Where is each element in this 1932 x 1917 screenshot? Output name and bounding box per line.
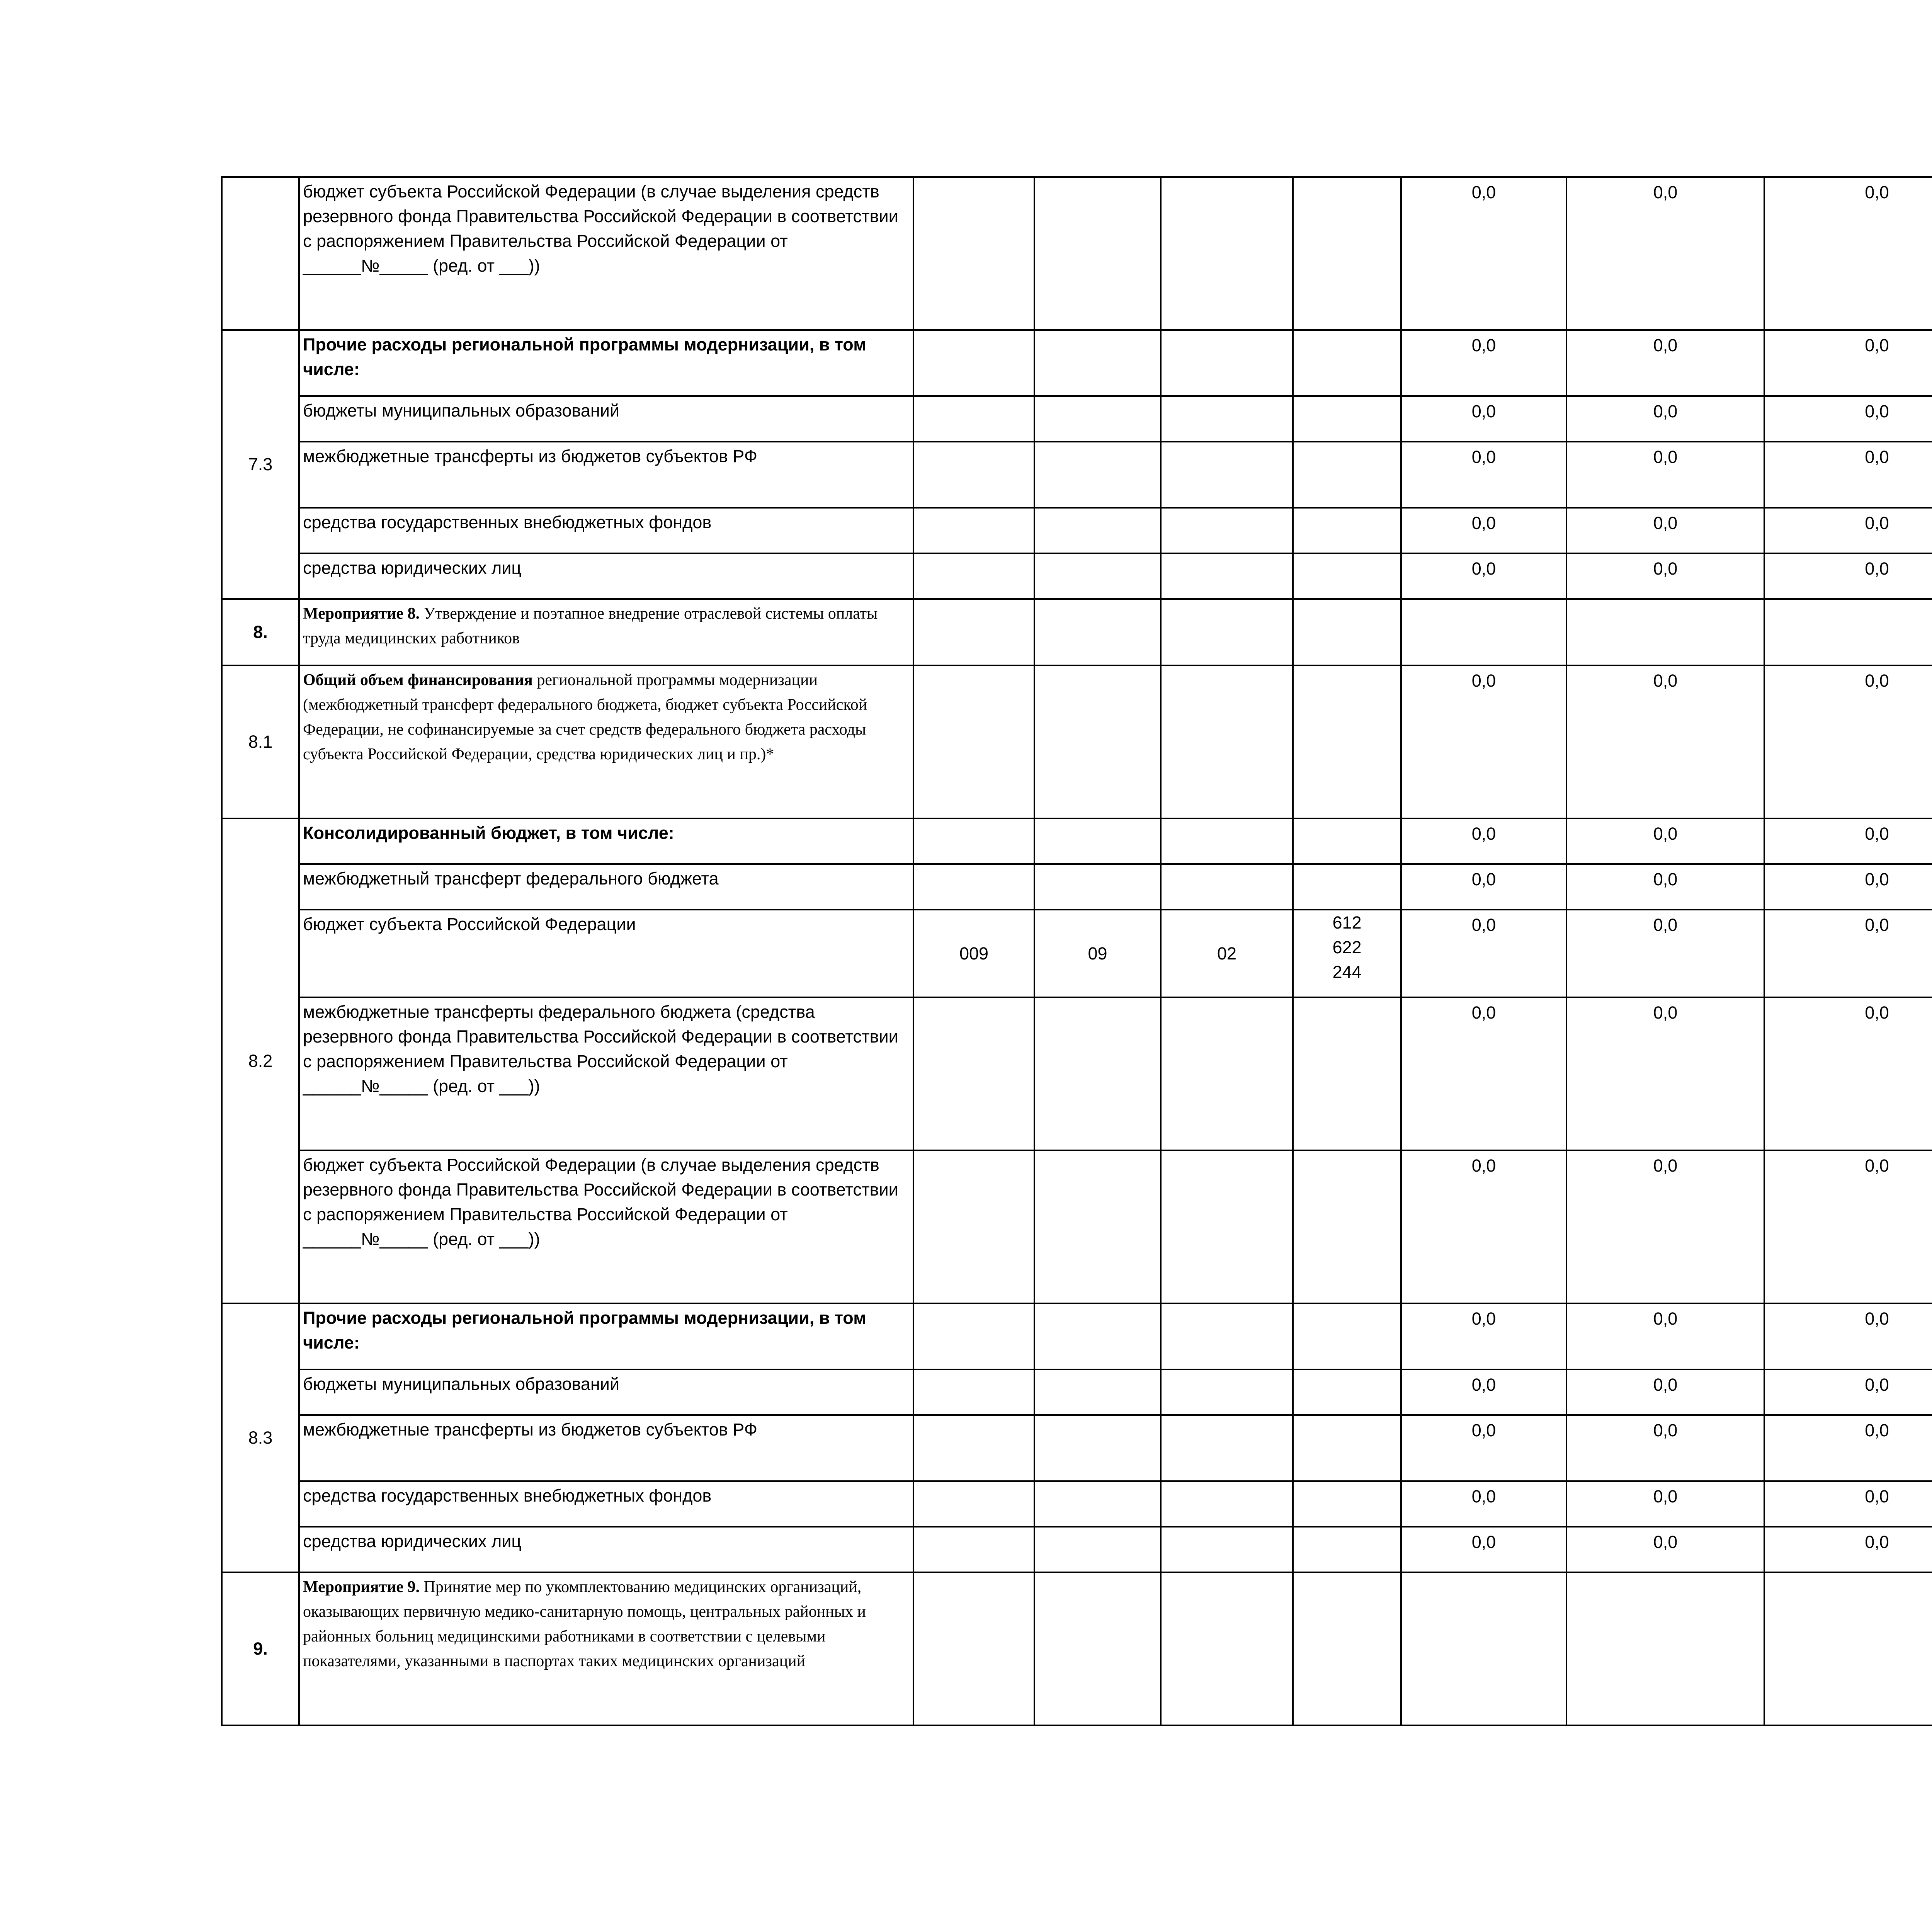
value-cell: 0,0 bbox=[1566, 1527, 1764, 1572]
value-cell bbox=[1566, 1572, 1764, 1725]
code-cell bbox=[913, 599, 1034, 665]
code-cell bbox=[1034, 330, 1161, 396]
row-name bbox=[299, 665, 913, 818]
row-name-rest: Принятие мер по укомплектованию медицинских организаций, оказывающих первичную медико-санитарную помощь, центральных районных и районных больниц медицинскими работниками в соответствии с целевыми показателями, указанными в паспортах таких медицинских организаций bbox=[303, 1578, 866, 1670]
table-row bbox=[222, 442, 1932, 508]
table-row bbox=[222, 864, 1932, 910]
code-cell bbox=[1293, 177, 1401, 330]
value-cell: 0,0 bbox=[1764, 1481, 1932, 1527]
code-cell bbox=[1034, 442, 1161, 508]
row-name-bold: Мероприятие 8. bbox=[303, 605, 420, 623]
code-cell bbox=[1161, 330, 1293, 396]
code-cell bbox=[913, 1415, 1034, 1481]
value-cell: 0,0 bbox=[1764, 1150, 1932, 1303]
code-cell bbox=[913, 330, 1034, 396]
code-cell bbox=[1293, 1150, 1401, 1303]
row-name bbox=[299, 599, 913, 665]
code-cell bbox=[1161, 1369, 1293, 1415]
value-cell: 0,0 bbox=[1764, 177, 1932, 330]
code-cell bbox=[1293, 442, 1401, 508]
code-cell bbox=[1161, 1527, 1293, 1572]
code-cell bbox=[913, 665, 1034, 818]
value-cell bbox=[1401, 599, 1566, 665]
code-cell bbox=[1161, 997, 1293, 1150]
row-name: Прочие расходы региональной программы модернизации, в том числе: bbox=[299, 1303, 913, 1369]
subsection-code: 02 bbox=[1161, 910, 1293, 997]
budget-table bbox=[221, 176, 1932, 1726]
row-name: бюджеты муниципальных образований bbox=[299, 396, 913, 442]
row-number: 8.3 bbox=[222, 1303, 299, 1572]
value-cell bbox=[1764, 1572, 1932, 1725]
value-cell: 0,0 bbox=[1401, 1303, 1566, 1369]
value-cell: 0,0 bbox=[1401, 396, 1566, 442]
value-cell: 0,0 bbox=[1764, 553, 1932, 599]
value-cell: 0,0 bbox=[1566, 1415, 1764, 1481]
code-cell bbox=[1293, 330, 1401, 396]
code-cell bbox=[913, 1369, 1034, 1415]
value-cell: 0,0 bbox=[1764, 508, 1932, 553]
code-cell bbox=[913, 997, 1034, 1150]
code-cell bbox=[1161, 396, 1293, 442]
value-cell: 0,0 bbox=[1401, 665, 1566, 818]
row-name: средства государственных внебюджетных фондов bbox=[299, 508, 913, 553]
code-cell bbox=[1293, 1527, 1401, 1572]
code-cell bbox=[1161, 508, 1293, 553]
row-name: Прочие расходы региональной программы модернизации, в том числе: bbox=[299, 330, 913, 396]
value-cell: 0,0 bbox=[1566, 818, 1764, 864]
row-name-bold: Общий объем финансирования bbox=[303, 671, 533, 689]
row-name: средства юридических лиц bbox=[299, 1527, 913, 1572]
code-cell bbox=[1034, 177, 1161, 330]
value-cell: 0,0 bbox=[1764, 1415, 1932, 1481]
value-cell: 0,0 bbox=[1764, 1527, 1932, 1572]
value-cell: 0,0 bbox=[1566, 864, 1764, 910]
value-cell: 0,0 bbox=[1566, 910, 1764, 997]
code-cell bbox=[1293, 818, 1401, 864]
value-cell: 0,0 bbox=[1401, 1481, 1566, 1527]
code-cell bbox=[1034, 553, 1161, 599]
value-cell: 0,0 bbox=[1566, 177, 1764, 330]
value-cell: 0,0 bbox=[1764, 1303, 1932, 1369]
table-row bbox=[222, 1481, 1932, 1527]
table-row bbox=[222, 910, 1932, 997]
value-cell bbox=[1401, 1572, 1566, 1725]
table-row bbox=[222, 599, 1932, 665]
value-cell: 0,0 bbox=[1566, 442, 1764, 508]
code-cell bbox=[1034, 1303, 1161, 1369]
table-row bbox=[222, 1303, 1932, 1369]
code-cell bbox=[1161, 1572, 1293, 1725]
value-cell: 0,0 bbox=[1764, 818, 1932, 864]
value-cell: 0,0 bbox=[1764, 396, 1932, 442]
code-cell bbox=[1034, 818, 1161, 864]
value-cell: 0,0 bbox=[1764, 330, 1932, 396]
code-cell bbox=[1034, 1150, 1161, 1303]
code-cell bbox=[1034, 396, 1161, 442]
code-cell bbox=[1034, 1481, 1161, 1527]
value-cell: 0,0 bbox=[1401, 1150, 1566, 1303]
code-cell bbox=[1161, 1150, 1293, 1303]
row-number: 7.3 bbox=[222, 330, 299, 599]
value-cell: 0,0 bbox=[1566, 665, 1764, 818]
value-cell: 0,0 bbox=[1566, 508, 1764, 553]
code-cell bbox=[913, 1150, 1034, 1303]
value-cell: 0,0 bbox=[1764, 997, 1932, 1150]
code-cell bbox=[1161, 1415, 1293, 1481]
table-row bbox=[222, 997, 1932, 1150]
value-cell: 0,0 bbox=[1566, 997, 1764, 1150]
row-number: 8.1 bbox=[222, 665, 299, 818]
code-cell bbox=[1161, 1481, 1293, 1527]
code-cell bbox=[1293, 665, 1401, 818]
value-cell: 0,0 bbox=[1401, 1369, 1566, 1415]
value-cell: 0,0 bbox=[1764, 442, 1932, 508]
code-cell bbox=[1161, 1303, 1293, 1369]
table-row bbox=[222, 665, 1932, 818]
code-cell bbox=[1034, 1369, 1161, 1415]
code-cell bbox=[1161, 442, 1293, 508]
value-cell: 0,0 bbox=[1401, 818, 1566, 864]
table-row bbox=[222, 1150, 1932, 1303]
code-cell bbox=[1293, 508, 1401, 553]
value-cell: 0,0 bbox=[1401, 330, 1566, 396]
row-number-cell bbox=[222, 177, 299, 330]
value-cell: 0,0 bbox=[1764, 910, 1932, 997]
code-cell bbox=[1293, 864, 1401, 910]
code-cell bbox=[1293, 1369, 1401, 1415]
value-cell: 0,0 bbox=[1566, 1369, 1764, 1415]
value-cell: 0,0 bbox=[1566, 1150, 1764, 1303]
value-cell bbox=[1566, 599, 1764, 665]
row-name: межбюджетные трансферты федерального бюджета (средства резервного фонда Правительства Российской Федерации в соответствии с распоряжением Правительства Российской Федерации от ______№_____ (ред. от ___)) bbox=[299, 997, 913, 1150]
code-cell bbox=[913, 553, 1034, 599]
section-code: 09 bbox=[1034, 910, 1161, 997]
code-cell bbox=[1293, 997, 1401, 1150]
row-name bbox=[299, 1572, 913, 1725]
expense-code: 244 bbox=[1332, 962, 1362, 982]
value-cell: 0,0 bbox=[1566, 1481, 1764, 1527]
value-cell: 0,0 bbox=[1764, 864, 1932, 910]
table-row bbox=[222, 508, 1932, 553]
expense-code: 612 bbox=[1332, 913, 1362, 932]
value-cell: 0,0 bbox=[1401, 864, 1566, 910]
code-cell bbox=[1034, 665, 1161, 818]
code-cell bbox=[1293, 396, 1401, 442]
code-cell bbox=[913, 1527, 1034, 1572]
code-cell bbox=[913, 396, 1034, 442]
value-cell: 0,0 bbox=[1764, 1369, 1932, 1415]
code-cell bbox=[1034, 864, 1161, 910]
code-cell bbox=[1293, 1572, 1401, 1725]
code-cell bbox=[1293, 1303, 1401, 1369]
code-cell bbox=[1293, 553, 1401, 599]
code-cell bbox=[913, 442, 1034, 508]
row-name: межбюджетные трансферты из бюджетов субъектов РФ bbox=[299, 442, 913, 508]
code-cell bbox=[913, 1303, 1034, 1369]
value-cell: 0,0 bbox=[1566, 330, 1764, 396]
code-cell bbox=[1034, 508, 1161, 553]
value-cell: 0,0 bbox=[1566, 553, 1764, 599]
table-row bbox=[222, 330, 1932, 396]
value-cell: 0,0 bbox=[1764, 665, 1932, 818]
code-cell bbox=[1034, 599, 1161, 665]
code-cell bbox=[913, 508, 1034, 553]
row-number: 8. bbox=[222, 599, 299, 665]
code-cell bbox=[913, 864, 1034, 910]
code-cell bbox=[913, 1481, 1034, 1527]
row-number: 8.2 bbox=[222, 818, 299, 1303]
row-name-rest: региональной программы модернизации (межбюджетный трансферт федерального бюджета, бюджет субъекта Российской Федерации, не софинансируемые за счет средств федерального бюджета расходы субъекта Российской Федерации, средства юридических лиц и пр.)* bbox=[303, 671, 867, 763]
value-cell: 0,0 bbox=[1566, 1303, 1764, 1369]
table-row bbox=[222, 818, 1932, 864]
code-cell bbox=[1034, 1415, 1161, 1481]
value-cell: 0,0 bbox=[1566, 396, 1764, 442]
table-row bbox=[222, 553, 1932, 599]
table-row bbox=[222, 1415, 1932, 1481]
row-name: бюджет субъекта Российской Федерации (в случае выделения средств резервного фонда Правительства Российской Федерации в соответствии с распоряжением Правительства Российской Федерации от ______№_____ (ред. от ___)) bbox=[299, 1150, 913, 1303]
chapter-code: 009 bbox=[913, 910, 1034, 997]
code-cell bbox=[913, 1572, 1034, 1725]
code-cell bbox=[1161, 818, 1293, 864]
table-row bbox=[222, 1527, 1932, 1572]
code-cell bbox=[1293, 599, 1401, 665]
row-name: Консолидированный бюджет, в том числе: bbox=[299, 818, 913, 864]
code-cell bbox=[1034, 1527, 1161, 1572]
row-name: средства юридических лиц bbox=[299, 553, 913, 599]
row-name: бюджеты муниципальных образований bbox=[299, 1369, 913, 1415]
row-name: средства государственных внебюджетных фондов bbox=[299, 1481, 913, 1527]
row-name: бюджет субъекта Российской Федерации (в случае выделения средств резервного фонда Правительства Российской Федерации в соответствии с распоряжением Правительства Российской Федерации от ______№_____ (ред. от ___)) bbox=[299, 177, 913, 330]
row-name: межбюджетные трансферты из бюджетов субъектов РФ bbox=[299, 1415, 913, 1481]
expense-code: 622 bbox=[1332, 937, 1362, 957]
code-cell bbox=[1293, 1481, 1401, 1527]
expense-type-codes bbox=[1293, 910, 1401, 997]
code-cell bbox=[913, 177, 1034, 330]
table-row bbox=[222, 396, 1932, 442]
code-cell bbox=[1161, 553, 1293, 599]
value-cell: 0,0 bbox=[1401, 910, 1566, 997]
code-cell bbox=[1161, 177, 1293, 330]
value-cell: 0,0 bbox=[1401, 508, 1566, 553]
row-number: 9. bbox=[222, 1572, 299, 1725]
code-cell bbox=[1293, 1415, 1401, 1481]
value-cell: 0,0 bbox=[1401, 442, 1566, 508]
table-row bbox=[222, 1572, 1932, 1725]
row-name: межбюджетный трансферт федерального бюджета bbox=[299, 864, 913, 910]
code-cell bbox=[1161, 599, 1293, 665]
table-row bbox=[222, 1369, 1932, 1415]
code-cell bbox=[1161, 665, 1293, 818]
code-cell bbox=[1034, 997, 1161, 1150]
code-cell bbox=[1161, 864, 1293, 910]
value-cell bbox=[1764, 599, 1932, 665]
value-cell: 0,0 bbox=[1401, 177, 1566, 330]
row-name-bold: Мероприятие 9. bbox=[303, 1578, 420, 1596]
table-row bbox=[222, 177, 1932, 330]
code-cell bbox=[913, 818, 1034, 864]
value-cell: 0,0 bbox=[1401, 1415, 1566, 1481]
code-cell bbox=[1034, 1572, 1161, 1725]
value-cell: 0,0 bbox=[1401, 553, 1566, 599]
row-name-rest: Утверждение и поэтапное внедрение отраслевой системы оплаты труда медицинских работников bbox=[303, 605, 878, 647]
value-cell: 0,0 bbox=[1401, 997, 1566, 1150]
value-cell: 0,0 bbox=[1401, 1527, 1566, 1572]
row-name: бюджет субъекта Российской Федерации bbox=[299, 910, 913, 997]
